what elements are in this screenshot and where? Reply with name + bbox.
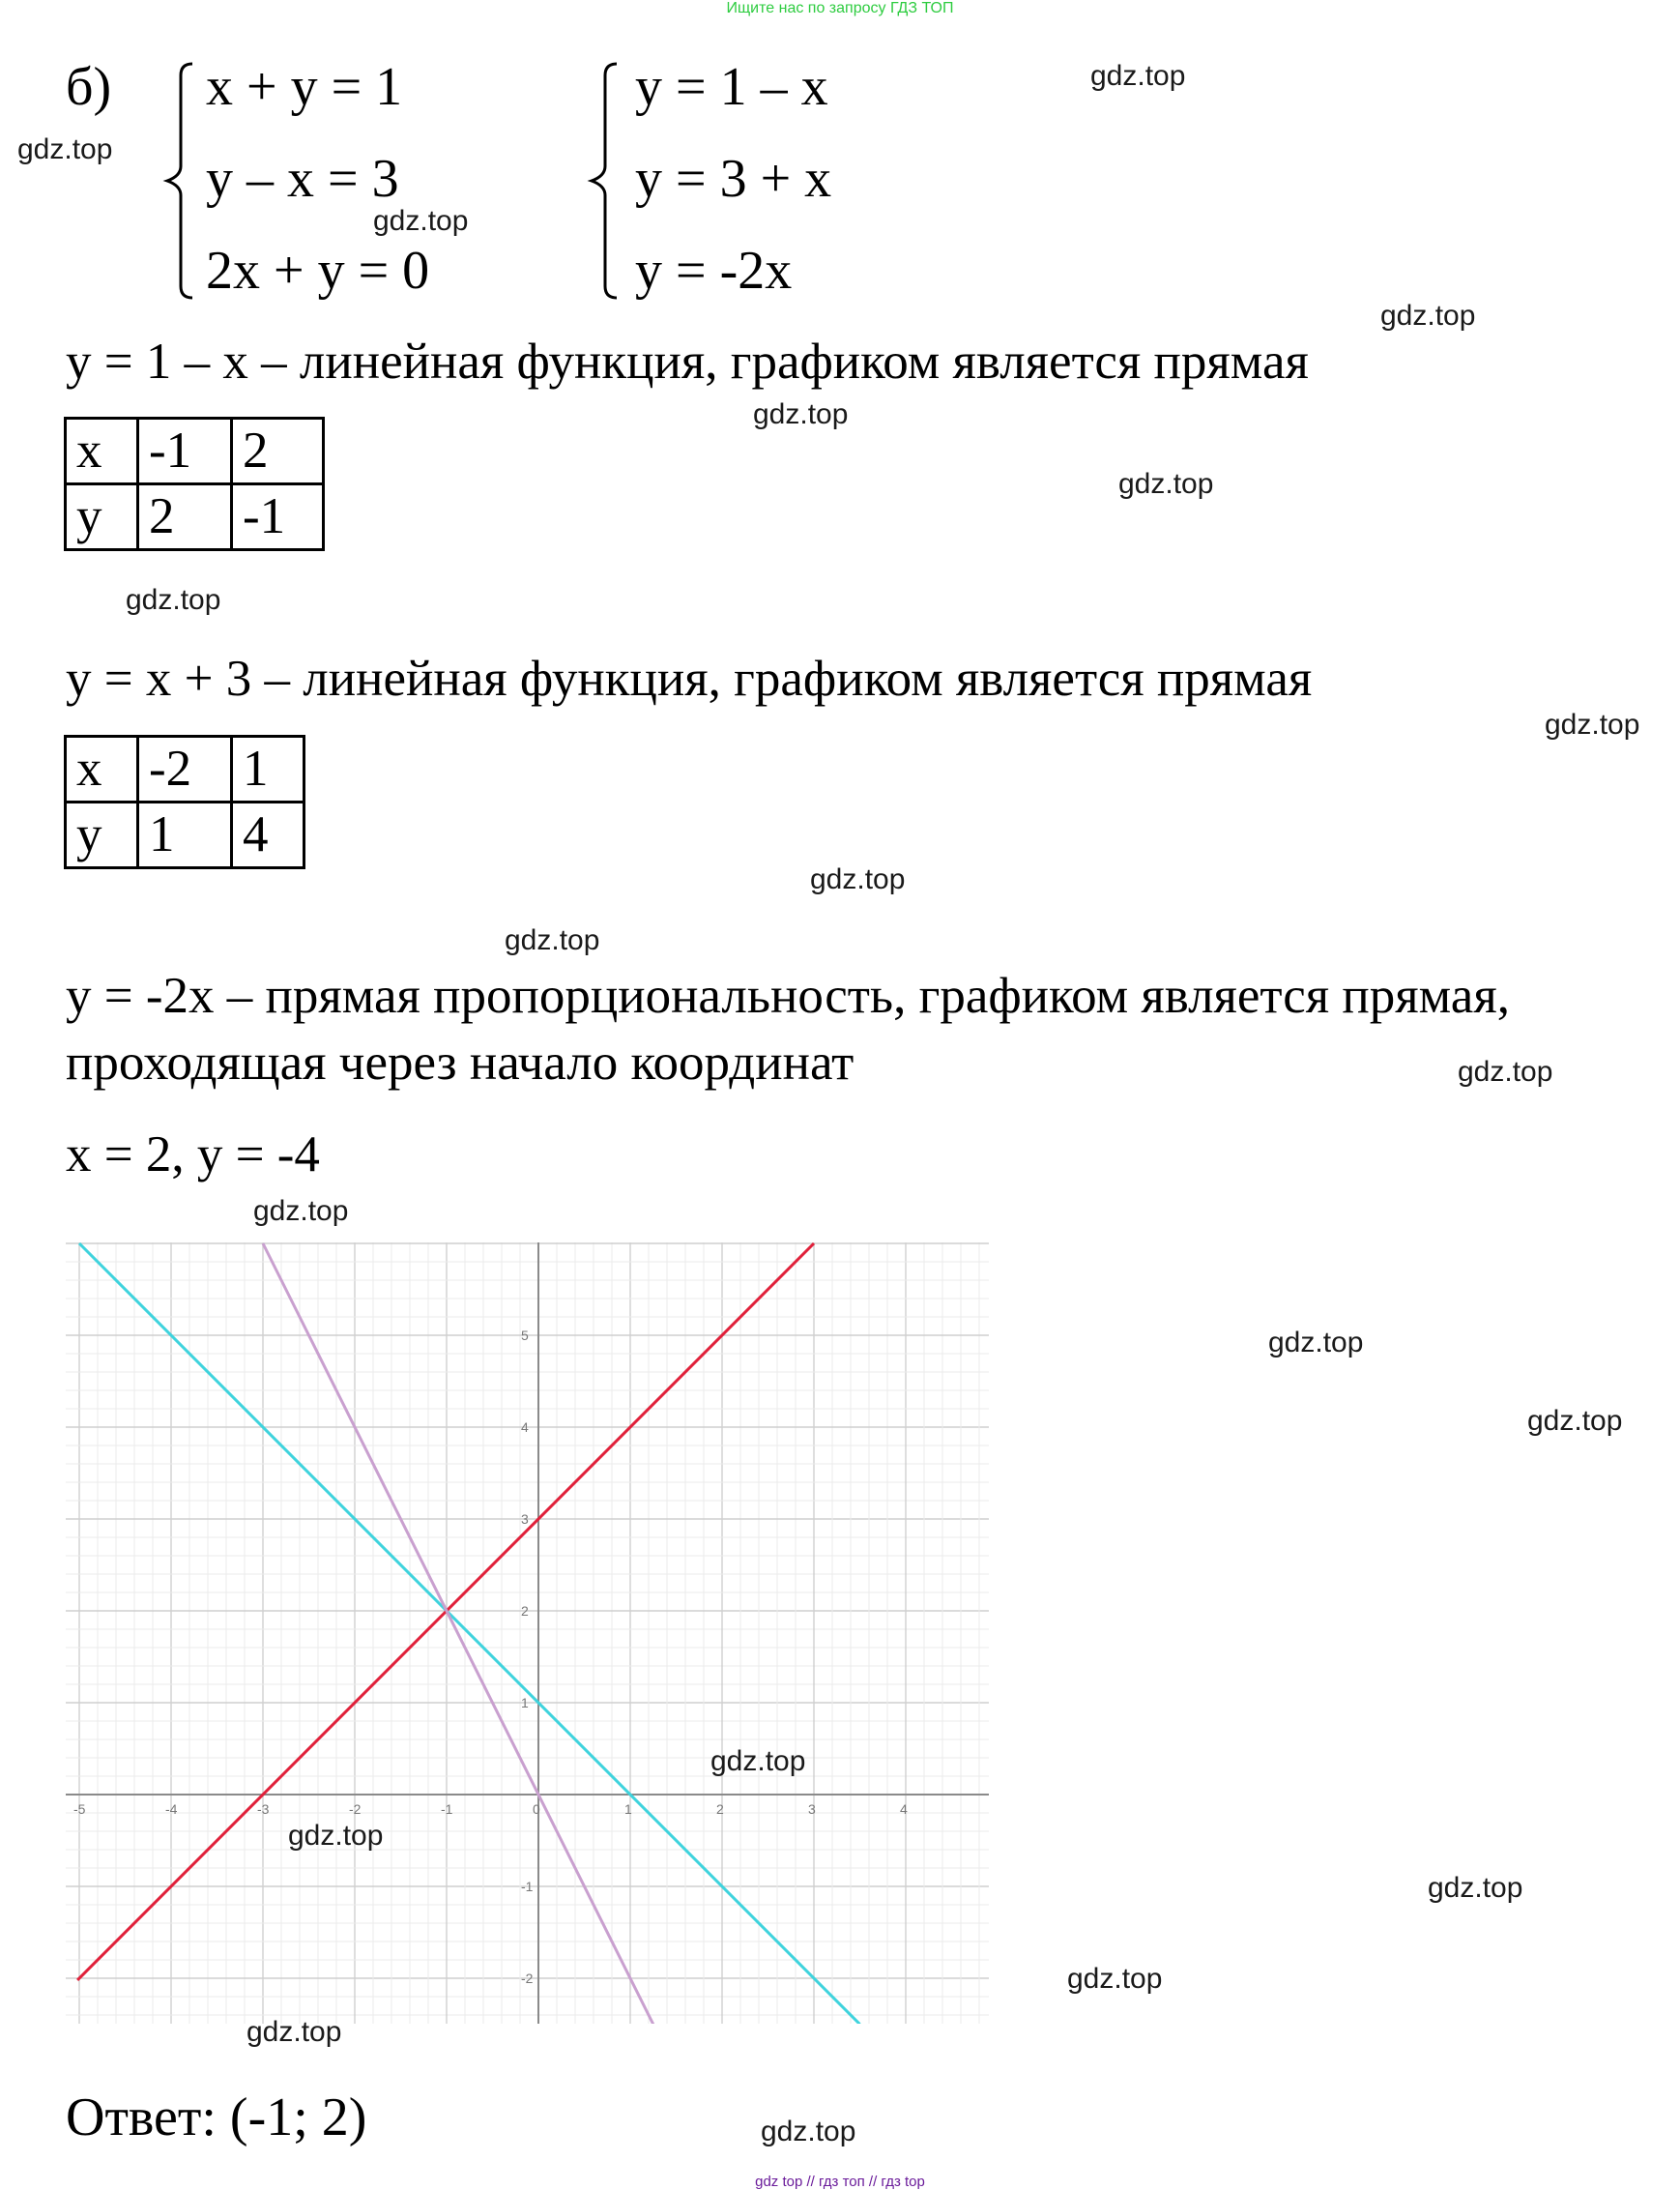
table-cell: 4: [232, 803, 304, 868]
left-brace-original: [159, 60, 198, 302]
x-tick-label: 4: [900, 1801, 908, 1817]
watermark: gdz.top: [710, 1745, 806, 1777]
watermark: gdz.top: [1380, 300, 1476, 332]
table-row: [66, 484, 324, 550]
problem-label: б): [66, 57, 112, 117]
watermark: gdz.top: [1458, 1056, 1553, 1088]
table-cell: 1: [138, 803, 232, 868]
y-tick-label: 1: [521, 1695, 529, 1710]
watermark: gdz.top: [761, 2116, 856, 2147]
line2-value-table: [64, 735, 305, 869]
watermark: gdz.top: [1268, 1327, 1364, 1358]
solved-eq-2: y = 3 + x: [635, 149, 832, 209]
x-tick-label: 2: [716, 1801, 724, 1817]
y-tick-label: -1: [521, 1879, 534, 1894]
solved-eq-3: y = -2x: [635, 241, 793, 301]
table-cell: -1: [232, 484, 324, 550]
line2-description: y = x + 3 – линейная функция, графиком является прямая: [66, 651, 1313, 707]
series-line: [263, 1243, 653, 2024]
x-tick-label: -5: [73, 1801, 86, 1817]
x-tick-label: -2: [349, 1801, 362, 1817]
left-brace-solved: [584, 60, 623, 302]
system-eq-3: 2x + y = 0: [206, 241, 430, 301]
x-tick-label: -3: [257, 1801, 270, 1817]
system-eq-2: y – x = 3: [206, 149, 399, 209]
watermark: gdz.top: [126, 584, 221, 616]
watermark: gdz.top: [246, 2016, 342, 2048]
y-tick-label: 4: [521, 1419, 529, 1435]
table-cell: -1: [138, 419, 232, 484]
y-tick-label: -2: [521, 1971, 534, 1986]
line1-description: y = 1 – x – линейная функция, графиком является прямая: [66, 334, 1309, 390]
series-lines: [77, 1243, 859, 2024]
top-banner[interactable]: Ищите нас по запросу ГДЗ ТОП: [726, 0, 954, 16]
line3-description-1: y = -2x – прямая пропорциональность, графиком является прямая,: [66, 968, 1510, 1024]
x-tick-label: 1: [624, 1801, 632, 1817]
watermark: gdz.top: [253, 1195, 349, 1227]
grid: [66, 1242, 989, 2024]
y-tick-label: 3: [521, 1511, 529, 1527]
watermark: gdz.top: [288, 1820, 384, 1852]
line1-value-table: [64, 417, 325, 551]
watermark: gdz.top: [17, 133, 113, 165]
table-row: [66, 419, 324, 484]
x-tick-label: -4: [165, 1801, 178, 1817]
x-tick-label: 0: [533, 1801, 540, 1817]
watermark: gdz.top: [810, 863, 906, 895]
table-cell: y: [66, 803, 138, 868]
table-cell: 2: [138, 484, 232, 550]
watermark: gdz.top: [1428, 1872, 1523, 1904]
watermark: gdz.top: [1090, 60, 1186, 92]
x-tick-label: -1: [441, 1801, 453, 1817]
watermark: gdz.top: [1545, 709, 1640, 741]
solved-eq-1: y = 1 – x: [635, 57, 828, 117]
watermark: gdz.top: [505, 924, 600, 956]
watermark: gdz.top: [373, 205, 469, 237]
system-eq-1: x + y = 1: [206, 57, 403, 117]
table-row: [66, 737, 304, 803]
line3-description-2: проходящая через начало координат: [66, 1035, 854, 1091]
table-row: [66, 803, 304, 868]
table-cell: 1: [232, 737, 304, 803]
line3-point: x = 2, y = -4: [66, 1126, 320, 1183]
series-line: [79, 1243, 860, 2024]
watermark: gdz.top: [753, 398, 849, 430]
y-tick-label: 5: [521, 1328, 529, 1343]
table-cell: x: [66, 419, 138, 484]
watermark: gdz.top: [1067, 1963, 1163, 1995]
x-tick-label: 3: [808, 1801, 816, 1817]
table-cell: y: [66, 484, 138, 550]
watermark: gdz.top: [1527, 1405, 1623, 1437]
table-cell: 2: [232, 419, 324, 484]
answer: Ответ: (-1; 2): [66, 2088, 367, 2147]
table-cell: -2: [138, 737, 232, 803]
table-cell: x: [66, 737, 138, 803]
y-tick-label: 2: [521, 1603, 529, 1619]
coordinate-graph: [66, 1242, 989, 2024]
footer-links[interactable]: gdz top // гдз топ // гдз top: [755, 2174, 925, 2190]
watermark: gdz.top: [1118, 468, 1214, 500]
